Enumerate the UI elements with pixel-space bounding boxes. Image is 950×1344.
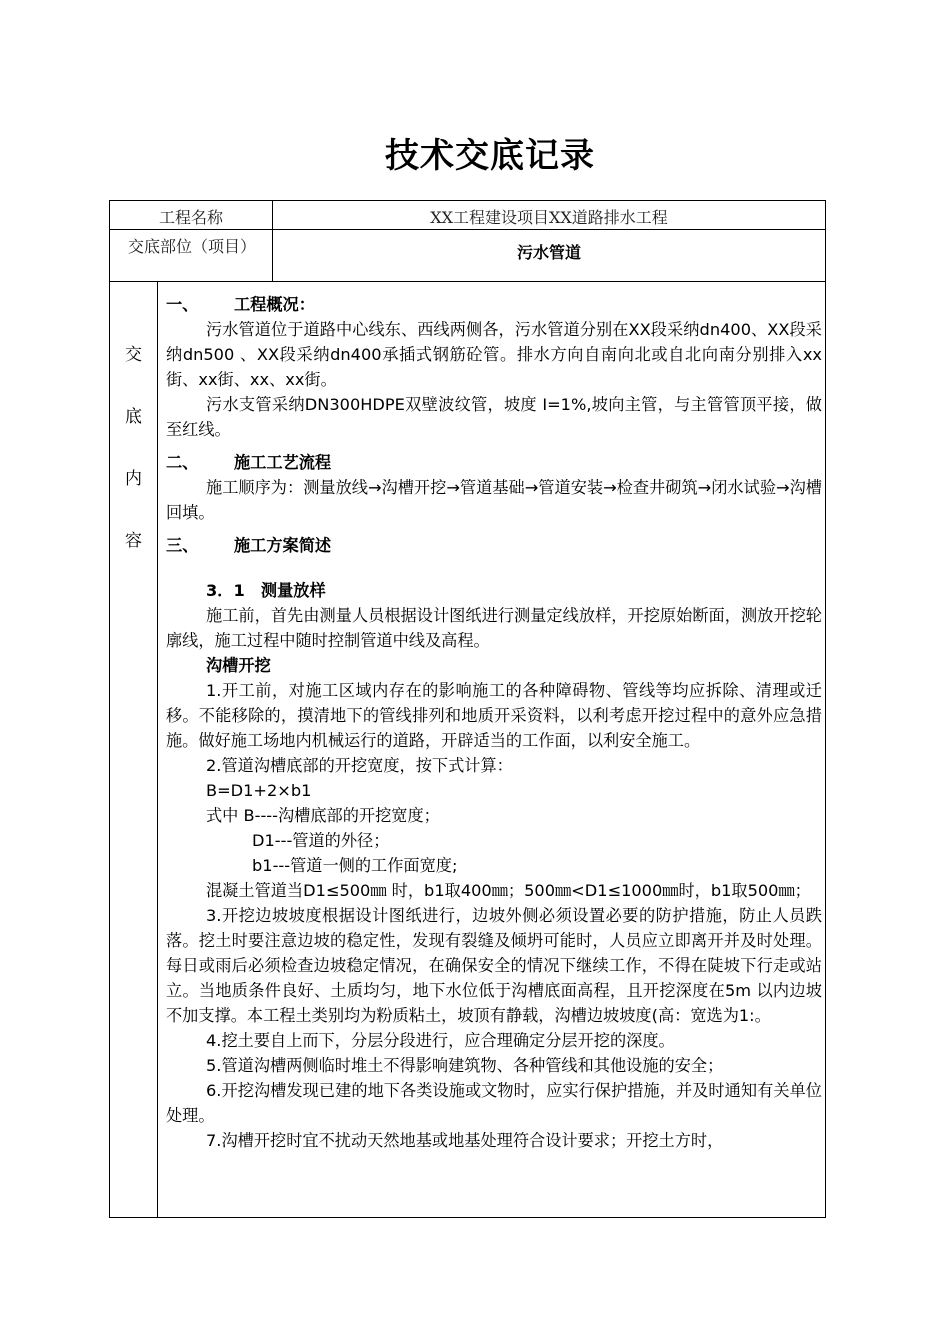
definition: b1---管道一侧的工作面宽度;: [252, 856, 458, 875]
subsection-heading: 3．1 测量放样: [206, 581, 326, 600]
paragraph: 7.沟槽开挖时宜不扰动天然地基或地基处理符合设计要求；开挖土方时，: [206, 1131, 724, 1150]
paragraph: 3.开挖边坡坡度根据设计图纸进行，边坡外侧必须设置必要的防护措施，防止人员跌落。挖土时要注意边坡的稳定性，发现有裂缝及倾坍可能时，人员应立即离开并及时处理。每日或雨后必须检查边坡稳定情况，在确保安全的情况下继续工作，不得在陡坡下行走或站立。当地质条件良好、土质均匀，地下水位低于沟槽底面高程，且开挖深度在5m 以内边坡不加支撑。本工程土类别均为粉质粘土，坡顶有静载，沟槽边坡坡度(高：宽选为1:。: [166, 906, 822, 1025]
section-heading: 一、 工程概况：: [166, 295, 315, 314]
side-char: 内: [125, 469, 142, 489]
disclosure-part-value: 污水管道: [516, 243, 581, 262]
row-divider: [109, 281, 826, 282]
subsection-heading: 沟槽开挖: [206, 656, 271, 675]
paragraph: 2.管道沟槽底部的开挖宽度，按下式计算：: [206, 756, 513, 775]
column-divider: [157, 281, 158, 1218]
paragraph: 污水管道位于道路中心线东、西线两侧各，污水管道分别在XX段采纳dn400、XX段采纳dn500 、XX段采纳dn400承插式钢筋砼管。排水方向自南向北或自北向南分别排入xx街、xx街、xx、xx街。: [166, 320, 822, 389]
project-name-label: 工程名称: [158, 208, 223, 227]
paragraph: 4.挖土要自上而下，分层分段进行，应合理确定分层开挖的深度。: [206, 1031, 675, 1050]
section-heading: 三、 施工方案简述: [166, 536, 332, 555]
paragraph: 施工顺序为：测量放线→沟槽开挖→管道基础→管道安装→检查井砌筑→闭水试验→沟槽回填。: [166, 478, 822, 522]
disclosure-content-label: [110, 340, 157, 588]
section-heading: 二、 施工工艺流程: [166, 453, 332, 472]
formula: B=D1+2×b1: [206, 781, 312, 800]
paragraph: 5.管道沟槽两侧临时堆土不得影响建筑物、各种管线和其他设施的安全；: [206, 1056, 724, 1075]
side-char: 容: [125, 531, 142, 551]
disclosure-content: [166, 290, 822, 1153]
document-title: 技术交底记录: [385, 136, 595, 176]
definition: D1---管道的外径；: [252, 831, 390, 850]
paragraph: 污水支管采纳DN300HDPE双壁波纹管，坡度 I=1%,坡向主管，与主管管顶平接，做至红线。: [166, 395, 822, 439]
side-char: 底: [125, 407, 142, 427]
project-name-value: XX工程建设项目XX道路排水工程: [430, 208, 668, 227]
definition: 式中 B----沟槽底部的开挖宽度；: [206, 806, 440, 825]
disclosure-part-label: 交底部位（项目）: [128, 237, 257, 256]
side-char: 交: [125, 345, 142, 365]
paragraph: 混凝土管道当D1≤500㎜ 时，b1取400㎜；500㎜<D1≤1000㎜时，b1取500㎜；: [206, 881, 811, 900]
row-divider: [109, 229, 826, 230]
paragraph: 1.开工前，对施工区域内存在的影响施工的各种障碍物、管线等均应拆除、清理或迁移。不能移除的，摸清地下的管线排列和地质开采资料，以利考虑开挖过程中的意外应急措施。做好施工场地内机械运行的道路，开辟适当的工作面，以利安全施工。: [166, 681, 822, 750]
paragraph: 施工前，首先由测量人员根据设计图纸进行测量定线放样，开挖原始断面，测放开挖轮廓线，施工过程中随时控制管道中线及高程。: [166, 606, 822, 650]
paragraph: 6.开挖沟槽发现已建的地下各类设施或文物时，应实行保护措施，并及时通知有关单位处理。: [166, 1081, 822, 1125]
